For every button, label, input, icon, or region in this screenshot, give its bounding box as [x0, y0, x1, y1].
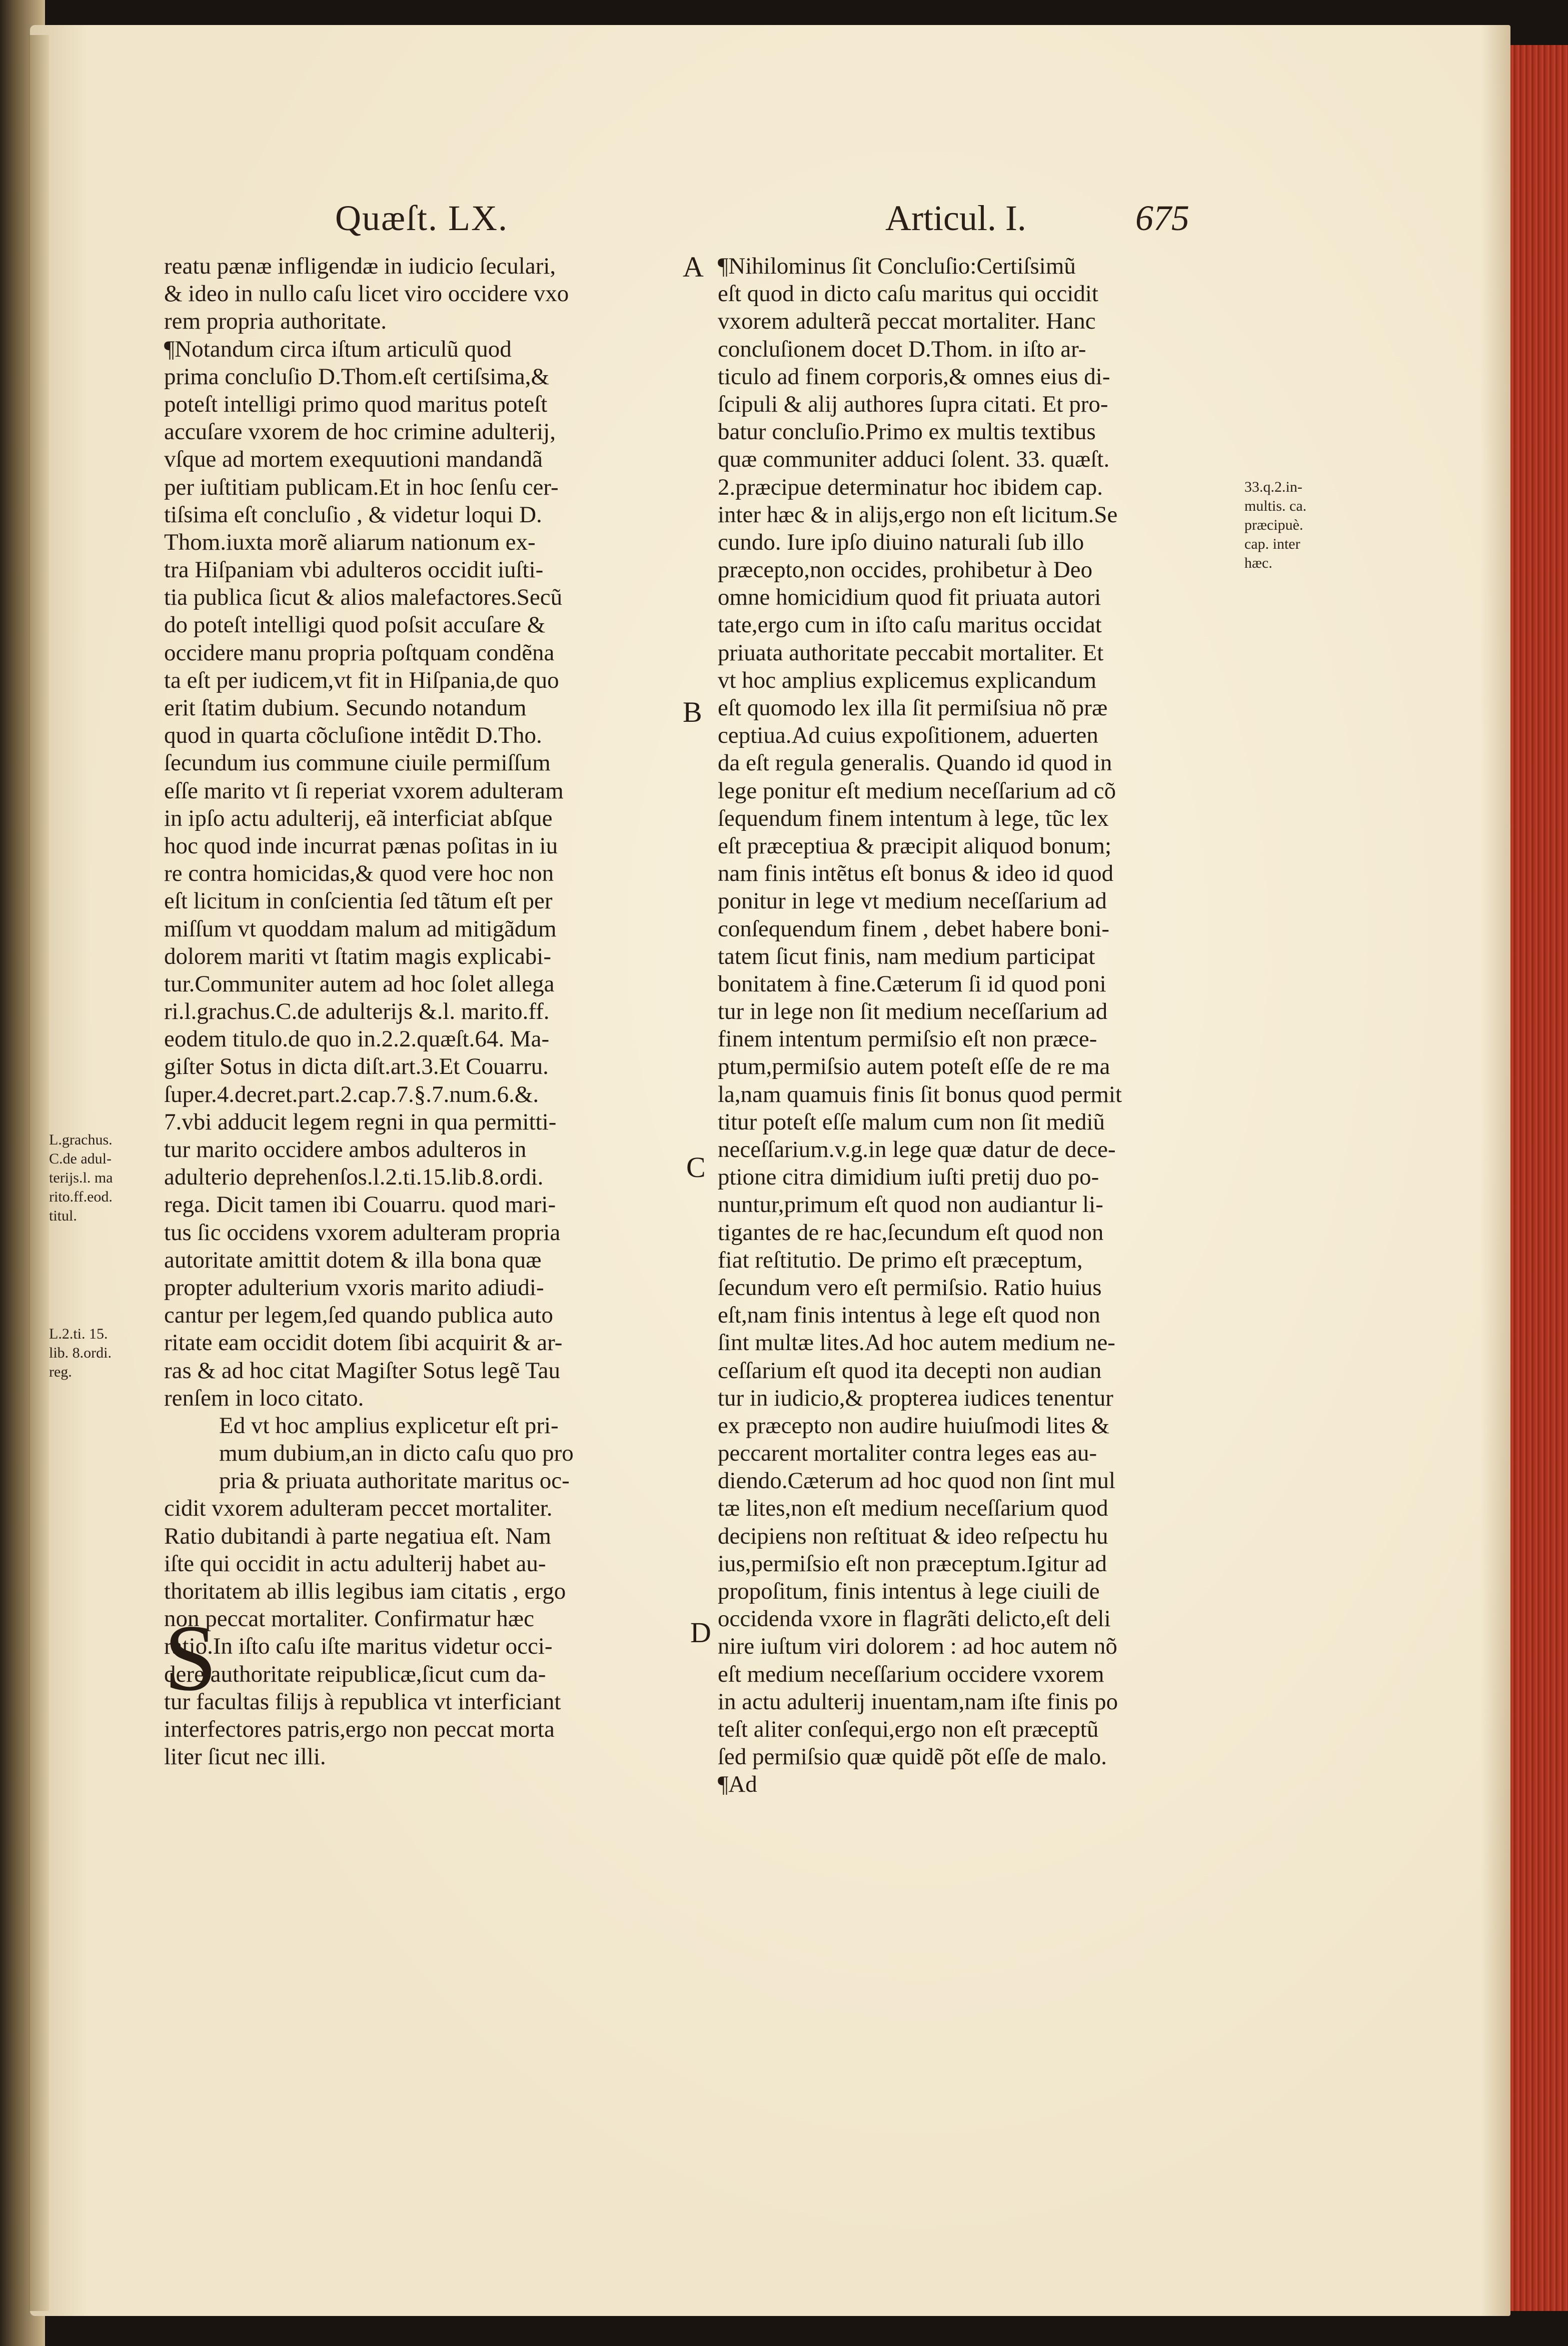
text-line: propoſitum, finis intentus à lege ciuili de — [718, 1578, 1100, 1604]
text-line: non peccat mortaliter. Confirmatur hæc — [164, 1606, 535, 1632]
text-line: autoritate amittit dotem & illa bona quæ — [164, 1247, 542, 1273]
text-line: tur in lege non ſit medium neceſſarium ad — [718, 998, 1108, 1025]
text-line: ta eſt per iudicem,vt fit in Hiſpania,de quo — [164, 667, 559, 693]
text-column-left — [164, 253, 574, 1771]
text-line: tia publica ſicut & alios malefactores.Secũ — [164, 584, 563, 611]
margin-note-line: titul. — [49, 1208, 77, 1224]
text-line: teſt aliter conſequi,ergo non eſt præceptũ — [718, 1716, 1099, 1742]
text-line: concluſionem docet D.Thom. in iſto ar- — [718, 336, 1086, 362]
margin-note-line: L.2.ti. 15. — [49, 1326, 108, 1342]
text-line: tigantes de re hac,ſecundum eſt quod non — [718, 1219, 1104, 1246]
text-line: la,nam quamuis finis ſit bonus quod permit — [718, 1081, 1122, 1107]
text-line: ticulo ad finem corporis,& omnes eius di- — [718, 363, 1110, 390]
text-line: ſecundum vero eſt permiſsio. Ratio huius — [718, 1274, 1102, 1301]
margin-note-left-2 — [49, 1325, 112, 1382]
text-line: cantur per legem,ſed quando publica auto — [164, 1302, 553, 1329]
section-marker-c: C — [686, 1151, 706, 1184]
text-line: bonitatem à fine.Cæterum ſi id quod poni — [718, 970, 1106, 997]
text-line: vt hoc amplius explicemus explicandum — [718, 667, 1097, 693]
text-line: propter adulterium vxoris marito adiudi- — [164, 1274, 544, 1301]
margin-note-line: 33.q.2.in- — [1244, 479, 1302, 495]
margin-note-line: rito.ff.eod. — [49, 1189, 113, 1205]
text-line: ptione citra dimidium iuſti pretij duo po- — [718, 1164, 1099, 1191]
text-line: peccarent mortaliter contra leges eas au- — [718, 1440, 1097, 1467]
running-head-right: Articul. I. — [885, 198, 1026, 238]
text-line: per iuſtitiam publicam.Et in hoc ſenſu cer- — [164, 474, 559, 500]
text-line: ſecundum ius commune ciuile permiſſum — [164, 750, 551, 776]
text-line: Thom.iuxta morẽ aliarum nationum ex- — [164, 529, 536, 555]
text-line: poteſt intelligi primo quod maritus poteſt — [164, 391, 548, 417]
text-line: do poteſt intelligi quod poſsit accuſare & — [164, 612, 546, 638]
text-line: Ed vt hoc amplius explicetur eſt pri- — [219, 1412, 559, 1439]
text-line: dolorem mariti vt ſtatim magis explicabi- — [164, 943, 552, 969]
text-line: ¶Ad — [718, 1771, 757, 1798]
section-marker-a: A — [683, 251, 704, 283]
margin-note-line: L.grachus. — [49, 1131, 113, 1148]
text-line: tæ lites,non eſt medium neceſſarium quod — [718, 1495, 1108, 1522]
margin-note-line: cap. inter — [1244, 536, 1300, 552]
text-line: ¶Notandum circa iſtum articulũ quod — [164, 336, 512, 362]
text-line: nam finis intẽtus eſt bonus & ideo id quod — [718, 860, 1114, 887]
margin-note-line: C.de adul- — [49, 1150, 112, 1167]
text-line: ſcipuli & alij authores ſupra citati. Et pro- — [718, 391, 1108, 417]
text-line: adulterio deprehenſos.l.2.ti.15.lib.8.ordi. — [164, 1164, 544, 1191]
text-line: erit ſtatim dubium. Secundo notandum — [164, 695, 527, 721]
drop-cap: S — [164, 1606, 217, 1711]
text-line: finem intentum permiſsio eſt non præce- — [718, 1026, 1097, 1052]
text-line: eſt quomodo lex illa ſit permiſsiua nõ præ — [718, 695, 1108, 721]
text-line: tus ſic occidens vxorem adulteram propria — [164, 1219, 561, 1246]
text-line: conſequendum finem , debet habere boni- — [718, 915, 1110, 942]
text-line: ius,permiſsio eſt non præceptum.Igitur ad — [718, 1550, 1107, 1577]
text-line: ſequendum finem intentum à lege, tũc lex — [718, 805, 1109, 831]
text-line: eodem titulo.de quo in.2.2.quæſt.64. Ma- — [164, 1026, 550, 1052]
text-line: vxorem adulterã peccat mortaliter. Hanc — [718, 308, 1096, 335]
text-line: inter hæc & in alijs,ergo non eſt licitum.Se — [718, 501, 1118, 528]
text-line: omne homicidium quod fit priuata autori — [718, 584, 1101, 611]
text-line: accuſare vxorem de hoc crimine adulterij, — [164, 419, 556, 445]
text-line: pria & priuata authoritate maritus oc- — [219, 1468, 570, 1494]
text-line: 7.vbi adducit legem regni in qua permitti- — [164, 1108, 557, 1135]
text-line: reatu pænæ infligendæ in iudicio ſeculari, — [164, 253, 556, 279]
text-line: giſter Sotus in dicta diſt.art.3.Et Couarru. — [164, 1053, 549, 1080]
text-line: cidit vxorem adulteram peccet mortaliter. — [164, 1495, 553, 1522]
text-line: hoc quod inde incurrat pænas poſitas in iu — [164, 832, 558, 859]
text-line: miſſum vt quoddam malum ad mitigãdum — [164, 915, 557, 942]
text-line: ex præcepto non audire huiuſmodi lites & — [718, 1412, 1110, 1439]
text-line: tur facultas filijs à republica vt interficiant — [164, 1688, 561, 1715]
text-line: re contra homicidas,& quod vere hoc non — [164, 860, 554, 887]
text-line: tur.Communiter autem ad hoc ſolet allega — [164, 970, 555, 997]
text-line: quod in quarta cõcluſione intẽdit D.Tho. — [164, 722, 542, 749]
text-line: tur in iudicio,& propterea iudices tenentur — [718, 1385, 1113, 1411]
text-line: titur poteſt eſſe malum cum non ſit mediũ — [718, 1108, 1105, 1135]
text-line: thoritatem ab illis legibus iam citatis , ergo — [164, 1578, 566, 1604]
text-line: ratio.In iſto caſu iſte maritus videtur occi- — [164, 1633, 553, 1660]
margin-note-line: præcipuè. — [1244, 517, 1303, 533]
margin-note-line: hæc. — [1244, 555, 1272, 571]
text-line: ceptiua.Ad cuius expoſitionem, aduerten — [718, 722, 1098, 749]
text-line: eſt licitum in conſcientia ſed tãtum eſt per — [164, 888, 553, 914]
text-line: eſt quod in dicto caſu maritus qui occidit — [718, 281, 1098, 307]
margin-note-line: multis. ca. — [1244, 498, 1307, 514]
text-line: 2.præcipue determinatur hoc ibidem cap. — [718, 474, 1103, 500]
gutter-strip — [29, 35, 49, 2311]
text-line: batur concluſio.Primo ex multis textibus — [718, 419, 1096, 445]
text-line: ceſſarium eſt quod ita decepti non audian — [718, 1357, 1102, 1384]
text-line: rega. Dicit tamen ibi Couarru. quod mari- — [164, 1192, 556, 1218]
text-line: prima concluſio D.Thom.eſt certiſsima,& — [164, 363, 550, 390]
margin-note-line: lib. 8.ordi. — [49, 1345, 112, 1361]
running-head-left: Quæſt. LX. — [335, 198, 509, 238]
red-page-edge — [1510, 45, 1568, 2311]
text-line: iſte qui occidit in actu adulterij habet au- — [164, 1550, 546, 1577]
text-line: priuata authoritate peccabit mortaliter. Et — [718, 639, 1104, 666]
text-line: tra Hiſpaniam vbi adulteros occidit iuſti- — [164, 557, 544, 583]
page-number: 675 — [1135, 198, 1189, 238]
text-line: præcepto,non occides, prohibetur à Deo — [718, 557, 1093, 583]
text-line: neceſſarium.v.g.in lege quæ datur de dece- — [718, 1136, 1116, 1162]
text-line: ¶Nihilominus ſit Concluſio:Certiſsimũ — [718, 253, 1076, 279]
text-line: quæ communiter adduci ſolent. 33. quæſt. — [718, 446, 1110, 473]
text-line: ritate eam occidit dotem ſibi acquirit & ar- — [164, 1330, 563, 1356]
margin-note-line: reg. — [49, 1364, 72, 1380]
text-line: eſt,nam finis intentus à lege eſt quod non — [718, 1302, 1100, 1329]
margin-note-right — [1244, 478, 1306, 573]
text-line: dere authoritate reipublicæ,ſicut cum da- — [164, 1661, 546, 1687]
text-line: ras & ad hoc citat Magiſter Sotus legẽ Tau — [164, 1357, 561, 1384]
text-line: cundo. Iure ipſo diuino naturali ſub illo — [718, 529, 1084, 555]
text-line: ri.l.grachus.C.de adulterijs &.l. marito.ff. — [164, 998, 550, 1025]
text-line: ptum,permiſsio autem poteſt eſſe de re ma — [718, 1053, 1110, 1080]
margin-note-left-1 — [49, 1130, 113, 1226]
section-marker-d: D — [690, 1616, 711, 1649]
text-line: decipiens non reſtituat & ideo reſpectu hu — [718, 1523, 1108, 1549]
text-line: ſint multæ lites.Ad hoc autem medium ne- — [718, 1330, 1115, 1356]
text-line: liter ſicut nec illi. — [164, 1744, 326, 1770]
text-line: tur marito occidere ambos adulteros in — [164, 1136, 527, 1162]
text-line: mum dubium,an in dicto caſu quo pro — [219, 1440, 574, 1467]
text-line: fiat reſtitutio. De primo eſt præceptum, — [718, 1247, 1083, 1273]
text-line: lege ponitur eſt medium neceſſarium ad cõ — [718, 777, 1116, 804]
text-line: occidenda vxore in flagrãti delicto,eſt deli — [718, 1606, 1111, 1632]
text-line: eſt medium neceſſarium occidere vxorem — [718, 1661, 1104, 1687]
text-line: occidere manu propria poſtquam condẽna — [164, 639, 555, 666]
text-line: eſſe marito vt ſi reperiat vxorem adulteram — [164, 777, 564, 804]
text-line: tiſsima eſt concluſio , & videtur loqui D. — [164, 501, 542, 528]
text-line: tatem ſicut finis, nam medium participat — [718, 943, 1095, 969]
section-marker-b: B — [683, 696, 702, 728]
text-column-right — [718, 253, 1122, 1799]
text-line: Ratio dubitandi à parte negatiua eſt. Nam — [164, 1523, 551, 1549]
text-line: ponitur in lege vt medium neceſſarium ad — [718, 888, 1107, 914]
text-line: rem propria authoritate. — [164, 308, 387, 335]
text-line: da eſt regula generalis. Quando id quod in — [718, 750, 1112, 776]
text-line: ſuper.4.decret.part.2.cap.7.§.7.num.6.&. — [164, 1081, 539, 1107]
text-line: eſt præceptiua & præcipit aliquod bonum; — [718, 832, 1112, 859]
text-line: interfectores patris,ergo non peccat morta — [164, 1716, 555, 1742]
text-line: vſque ad mortem exequutioni mandandã — [164, 446, 543, 473]
text-line: renſem in loco citato. — [164, 1385, 364, 1411]
text-line: nuntur,primum eſt quod non audiantur li- — [718, 1192, 1103, 1218]
text-line: & ideo in nullo caſu licet viro occidere vxo — [164, 281, 569, 307]
text-line: ſed permiſsio quæ quidẽ põt eſſe de malo. — [718, 1744, 1107, 1770]
margin-note-line: terijs.l. ma — [49, 1169, 113, 1186]
text-line: in actu adulterij inuentam,nam iſte finis po — [718, 1688, 1118, 1715]
text-line: tate,ergo cum in iſto caſu maritus occidat — [718, 612, 1102, 638]
text-line: nire iuſtum viri dolorem : ad hoc autem nõ — [718, 1633, 1117, 1660]
text-line: in ipſo actu adulterij, eã interficiat abſque — [164, 805, 553, 831]
text-line: diendo.Cæterum ad hoc quod non ſint mul — [718, 1468, 1116, 1494]
